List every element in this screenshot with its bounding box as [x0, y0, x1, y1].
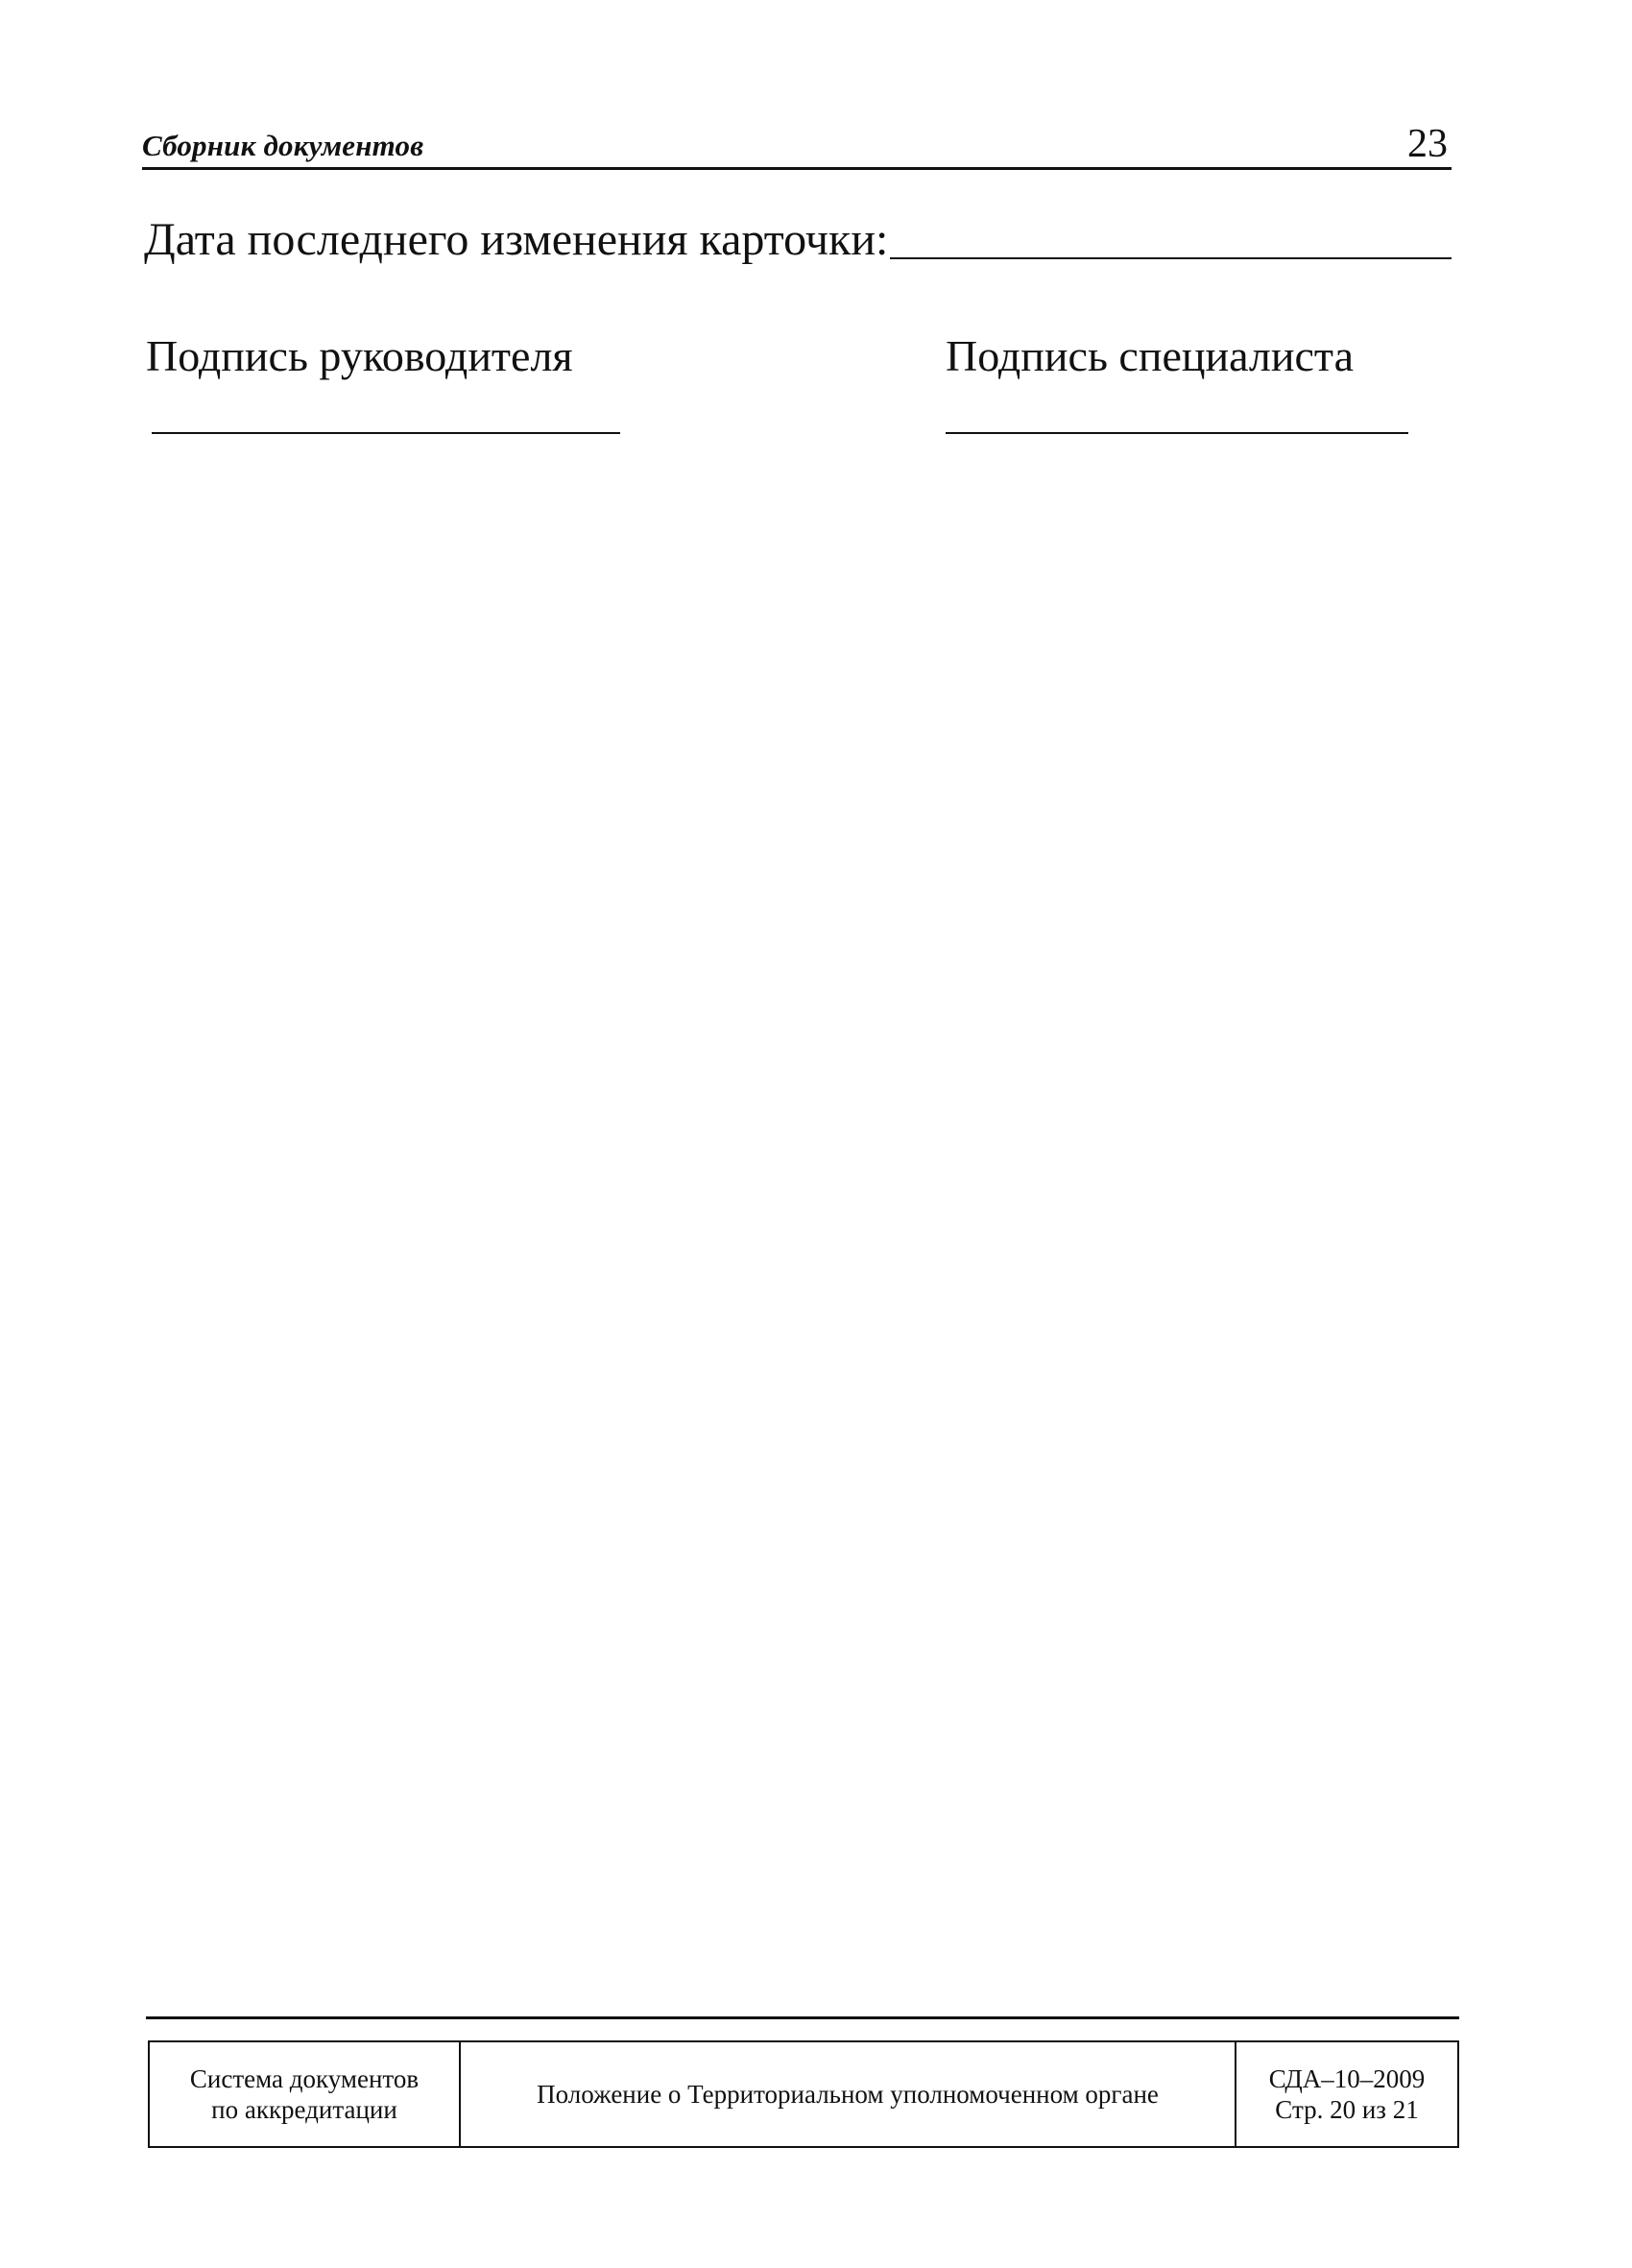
last-modified-date-blank — [890, 257, 1452, 259]
footer-rule — [146, 2016, 1459, 2019]
footer-document-system — [150, 2042, 461, 2146]
head-signature-block — [146, 331, 620, 434]
footer-title-text: Положение о Территориальном уполномоченном органе — [537, 2079, 1159, 2109]
head-signature-blank — [152, 432, 620, 434]
footer-system-line-1: Система документов — [189, 2063, 420, 2093]
footer-document-title — [461, 2042, 1236, 2146]
running-header — [142, 115, 1452, 170]
footer-system-line-2: по аккредитации — [211, 2095, 397, 2124]
head-signature-label: Подпись руководителя — [146, 331, 573, 380]
footer-table — [148, 2040, 1459, 2148]
specialist-signature-label: Подпись специалиста — [946, 331, 1355, 380]
specialist-signature-blank — [946, 432, 1408, 434]
footer-page-info: Стр. 20 из 21 — [1275, 2095, 1419, 2124]
page-number: 23 — [1407, 122, 1448, 166]
footer-document-code — [1236, 2042, 1457, 2146]
footer-code-text: СДА–10–2009 — [1268, 2063, 1426, 2093]
collection-title: Сборник документов — [142, 129, 424, 162]
last-modified-date-line — [144, 214, 1452, 265]
last-modified-date-label: Дата последнего изменения карточки: — [144, 214, 889, 265]
specialist-signature-block — [946, 331, 1408, 434]
